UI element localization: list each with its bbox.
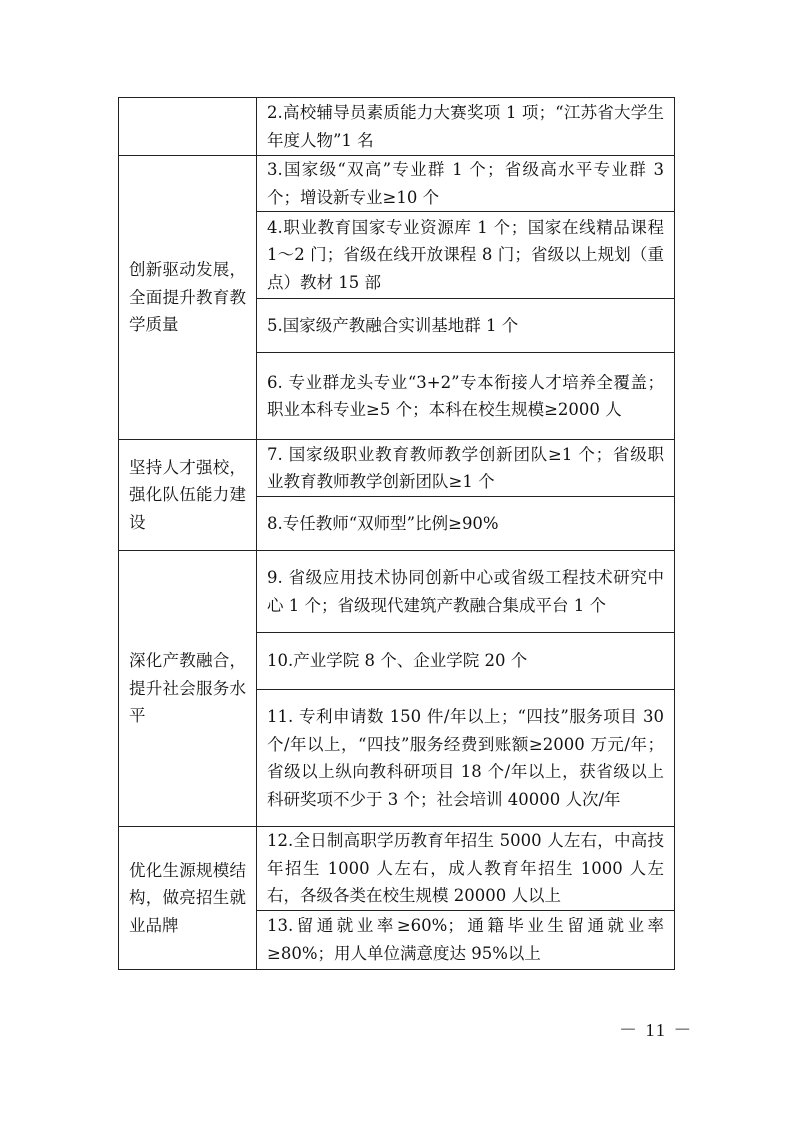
item-cell: 10.产业学院 8 个、企业学院 20 个: [257, 633, 675, 690]
item-cell: 5.国家级产教融合实训基地群 1 个: [257, 299, 675, 353]
item-cell: 13.留通就业率≥60%；通籍毕业生留通就业率≥80%；用人单位满意度达 95%以上: [257, 910, 675, 969]
item-cell: 3.国家级“双高”专业群 1 个；省级高水平专业群 3 个；增设新专业≥10 个: [257, 156, 675, 212]
item-cell: 12.全日制高职学历教育年招生 5000 人左右，中高技年招生 1000 人左右，成人教育年招生 1000 人左右，各级各类在校生规模 20000 人以上: [257, 827, 675, 911]
item-cell: 8.专任教师“双师型”比例≥90%: [257, 497, 675, 551]
item-cell: 7. 国家级职业教育教师教学创新团队≥1 个；省级职业教育教师教学创新团队≥1 个: [257, 440, 675, 497]
table-row: [119, 551, 675, 633]
item-cell: 11. 专利申请数 150 件/年以上；“四技”服务项目 30 个/年以上，“四技”服务经费到账额≥2000 万元/年；省级以上纵向教科研项目 18 个/年以上，获省级以上科研奖项不少于 3 个；社会培训 40000 人次/年: [257, 690, 675, 827]
table-row: [119, 440, 675, 497]
item-cell: 2.高校辅导员素质能力大赛奖项 1 项；“江苏省大学生年度人物”1 名: [257, 98, 675, 156]
item-cell: 9. 省级应用技术协同创新中心或省级工程技术研究中心 1 个；省级现代建筑产教融合集成平台 1 个: [257, 551, 675, 633]
goals-table: [118, 97, 675, 970]
category-cell: 深化产教融合，提升社会服务水平: [119, 551, 257, 827]
page-number: － 11 －: [619, 1020, 694, 1040]
category-cell: 优化生源规模结构，做亮招生就业品牌: [119, 827, 257, 970]
category-cell: 坚持人才强校，强化队伍能力建设: [119, 440, 257, 551]
category-cell: 创新驱动发展，全面提升教育教学质量: [119, 156, 257, 440]
category-cell: [119, 98, 257, 156]
item-cell: 4.职业教育国家专业资源库 1 个；国家在线精品课程 1～2 门；省级在线开放课程 8 门；省级以上规划（重点）教材 15 部: [257, 212, 675, 299]
item-cell: 6. 专业群龙头专业“3+2”专本衔接人才培养全覆盖；职业本科专业≥5 个；本科在校生规模≥2000 人: [257, 353, 675, 440]
table-row: [119, 98, 675, 156]
table-row: [119, 156, 675, 212]
table-row: [119, 827, 675, 911]
